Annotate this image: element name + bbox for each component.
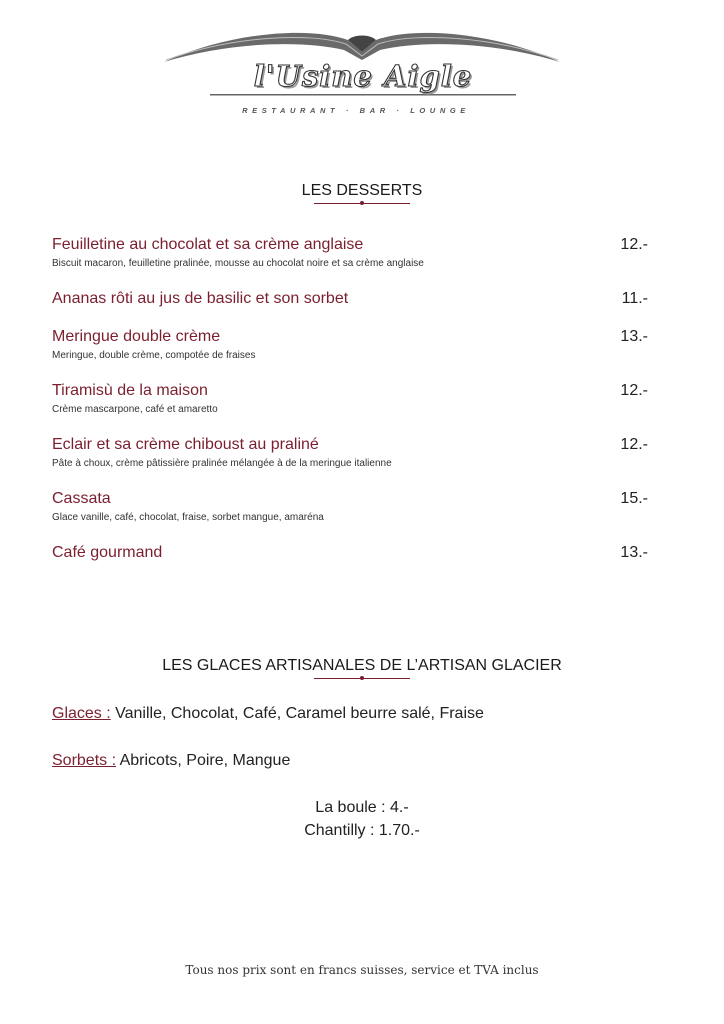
sorbets-label: Sorbets : (52, 752, 117, 769)
desserts-title: LES DESSERTS (301, 182, 423, 199)
sorbets-line (52, 752, 290, 770)
glaces-title: LES GLACES ARTISANALES DE L’ARTISAN GLACIER (162, 657, 562, 674)
item-price: 13.- (620, 544, 648, 561)
logo-tagline: RESTAURANT · BAR · LOUNGE (242, 106, 470, 115)
item-description: Glace vanille, café, chocolat, fraise, sorbet mangue, amaréna (52, 512, 324, 523)
title-divider (314, 675, 410, 683)
item-name: Meringue double crème (52, 328, 221, 345)
item-description: Pâte à choux, crème pâtissière pralinée mélangée à de la meringue italienne (52, 458, 392, 469)
item-price: 15.- (620, 490, 648, 507)
item-name: Cassata (52, 490, 111, 507)
item-price: 12.- (620, 236, 648, 253)
price-footnote: Tous nos prix sont en francs suisses, service et TVA inclus (185, 963, 539, 977)
item-price: 12.- (620, 436, 648, 453)
item-name: Café gourmand (52, 544, 163, 561)
restaurant-logo (160, 18, 564, 115)
item-description: Biscuit macaron, feuilletine pralinée, mousse au chocolat noire et sa crème anglaise (52, 258, 424, 269)
glaces-line (52, 705, 484, 723)
glaces-label: Glaces : (52, 705, 111, 722)
item-price: 13.- (620, 328, 648, 345)
boule-price: La boule : 4.- (315, 799, 409, 816)
sorbets-flavours: Abricots, Poire, Mangue (119, 752, 291, 769)
item-description: Meringue, double crème, compotée de fraises (52, 350, 256, 361)
item-name: Tiramisù de la maison (52, 382, 208, 399)
title-divider (314, 200, 410, 208)
item-name: Eclair et sa crème chiboust au praliné (52, 436, 319, 453)
item-description: Crème mascarpone, café et amaretto (52, 404, 218, 415)
item-name: Feuilletine au chocolat et sa crème anglaise (52, 236, 364, 253)
item-price: 11.- (621, 290, 648, 307)
chantilly-price: Chantilly : 1.70.- (304, 822, 420, 839)
item-price: 12.- (620, 382, 648, 399)
glaces-flavours: Vanille, Chocolat, Café, Caramel beurre salé, Fraise (115, 705, 484, 722)
item-name: Ananas rôti au jus de basilic et son sorbet (52, 290, 349, 307)
logo-name: l'Usine Aigle (253, 59, 473, 93)
